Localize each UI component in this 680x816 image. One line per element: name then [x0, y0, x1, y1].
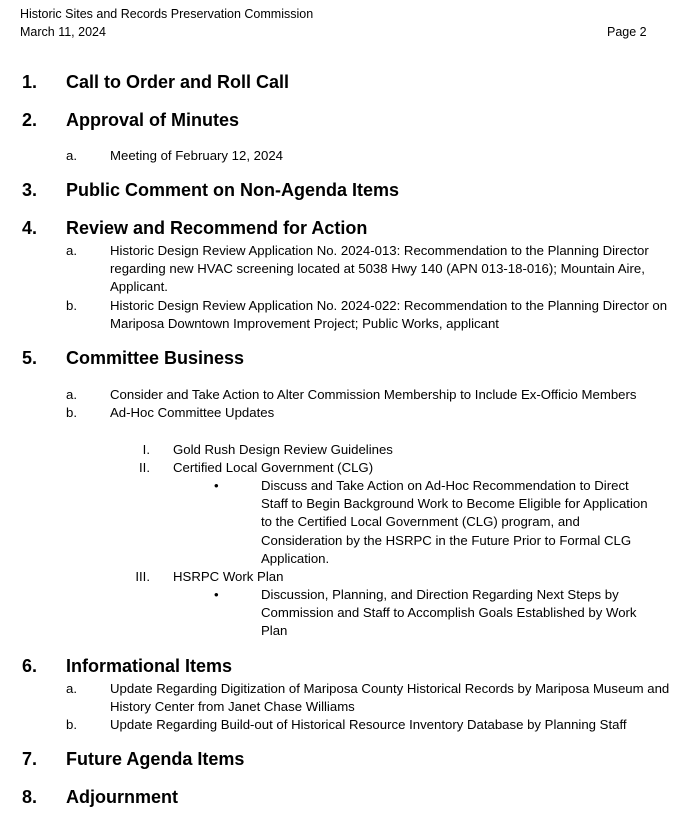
item-text: Consider and Take Action to Alter Commission Membership to Include Ex-Officio Members	[110, 387, 637, 402]
section-number: 3.	[22, 180, 38, 200]
section-number: 8.	[22, 787, 38, 807]
section-number: 7.	[22, 749, 38, 769]
section-title: Call to Order and Roll Call	[66, 72, 290, 92]
item-text: Update Regarding Digitization of Mariposa County Historical Records by Mariposa Museum and History Center from Janet Chase Williams	[110, 681, 670, 715]
bullet-text: Discussion, Planning, and Direction Regarding Next Steps by Commission and Staff to Accomplish Goals Established by Work Plan	[261, 587, 637, 639]
subitem-text: HSRPC Work Plan	[173, 569, 284, 584]
section-title: Committee Business	[66, 348, 245, 368]
section-title: Approval of Minutes	[66, 110, 240, 130]
bullet-point: •	[214, 587, 219, 602]
section-title: Review and Recommend for Action	[66, 218, 368, 238]
item-letter: a.	[66, 387, 77, 402]
item-letter: a.	[66, 148, 77, 163]
item-text: Historic Design Review Application No. 2024-022: Recommendation to the Planning Director on Mariposa Downtown Improvement Project; Public Works, applicant	[110, 298, 668, 332]
item-letter: a.	[66, 243, 77, 258]
subitem-text: Certified Local Government (CLG)	[173, 460, 374, 475]
item-text: Update Regarding Build-out of Historical Resource Inventory Database by Planning Staff	[110, 717, 627, 732]
commission-name: Historic Sites and Records Preservation Commission	[20, 7, 314, 21]
item-letter: a.	[66, 681, 77, 696]
section-number: 5.	[22, 348, 38, 368]
section-title: Future Agenda Items	[66, 749, 245, 769]
subitem-numeral: I.	[142, 442, 150, 457]
section-title: Informational Items	[66, 656, 233, 676]
section-title: Adjournment	[66, 787, 178, 807]
section-number: 4.	[22, 218, 38, 238]
bullet-text: Discuss and Take Action on Ad-Hoc Recommendation to Direct Staff to Begin Background Work to Become Eligible for Application to the Certified Local Government (CLG) program, and Consideration by the HSRPC in the Future Prior to Formal CLG Application.	[261, 478, 648, 566]
subitem-numeral: II.	[139, 460, 150, 475]
subitem-numeral: III.	[135, 569, 150, 584]
page-number: Page 2	[607, 25, 647, 39]
item-text: Meeting of February 12, 2024	[110, 148, 284, 163]
item-text: Historic Design Review Application No. 2024-013: Recommendation to the Planning Director regarding new HVAC screening located at 5038 Hwy 140 (APN 013-18-016); Mountain Aire, Applicant.	[110, 243, 649, 295]
section-number: 2.	[22, 110, 38, 130]
item-letter: b.	[66, 717, 77, 732]
section-number: 6.	[22, 656, 38, 676]
meeting-date: March 11, 2024	[20, 25, 106, 39]
bullet-point: •	[214, 478, 219, 493]
subitem-text: Gold Rush Design Review Guidelines	[173, 442, 393, 457]
section-title: Public Comment on Non-Agenda Items	[66, 180, 400, 200]
item-letter: b.	[66, 405, 77, 420]
section-number: 1.	[22, 72, 38, 92]
item-text: Ad-Hoc Committee Updates	[110, 405, 275, 420]
item-letter: b.	[66, 298, 77, 313]
